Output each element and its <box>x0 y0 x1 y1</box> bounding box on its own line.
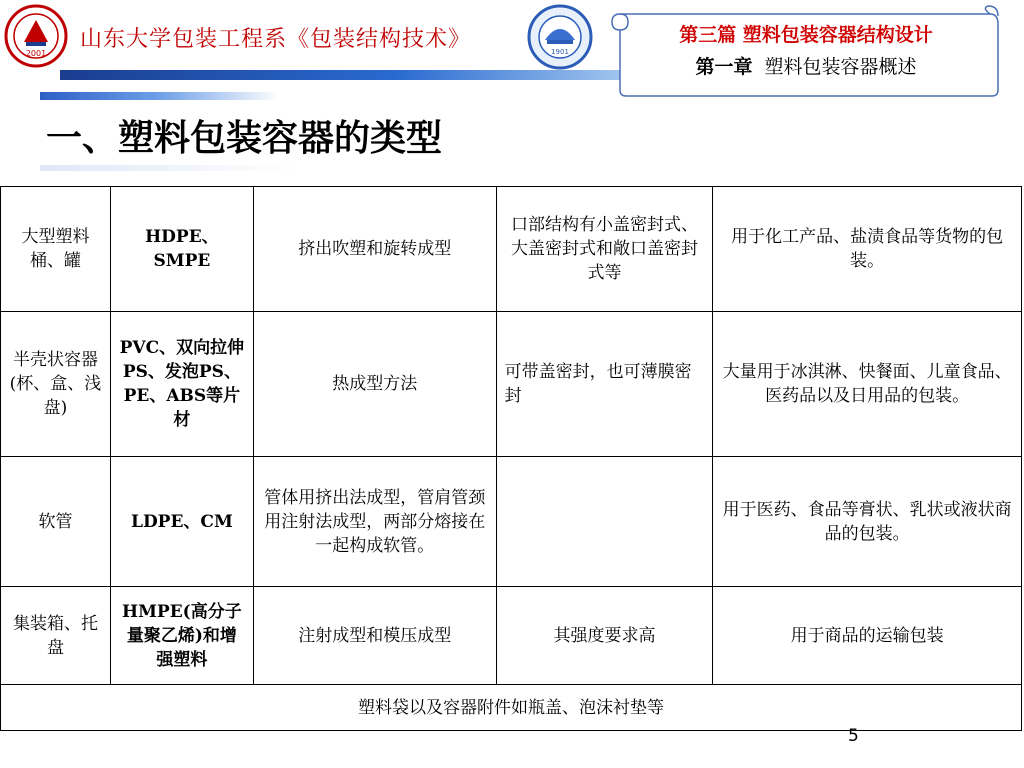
chapter-title: 塑料包装容器概述 <box>764 56 917 78</box>
feature-cell: 口部结构有小盖密封式、大盖密封式和敞口盖密封式等 <box>496 187 713 312</box>
process-cell: 热成型方法 <box>253 312 496 457</box>
usage-cell: 用于商品的运输包装 <box>713 587 1022 685</box>
type-cell: 软管 <box>1 457 111 587</box>
usage-cell: 用于化工产品、盐渍食品等货物的包装。 <box>713 187 1022 312</box>
header-divider-bar <box>60 70 620 80</box>
type-cell: 大型塑料桶、罐 <box>1 187 111 312</box>
material-cell: HDPE、SMPE <box>110 187 253 312</box>
container-types-table <box>0 186 1022 731</box>
chapter-heading <box>626 52 986 79</box>
title-underline <box>40 165 300 171</box>
process-cell: 挤出吹塑和旋转成型 <box>253 187 496 312</box>
feature-cell: 其强度要求高 <box>496 587 713 685</box>
table-row <box>1 587 1022 685</box>
usage-cell: 用于医药、食品等膏状、乳状或液状商品的包装。 <box>713 457 1022 587</box>
usage-cell: 大量用于冰淇淋、快餐面、儿童食品、医药品以及日用品的包装。 <box>713 312 1022 457</box>
svg-text:2001: 2001 <box>25 49 47 58</box>
type-cell: 半壳状容器(杯、盒、浅盘) <box>1 312 111 457</box>
feature-cell: 可带盖密封，也可薄膜密封 <box>496 312 713 457</box>
process-cell: 注射成型和模压成型 <box>253 587 496 685</box>
page-number: 5 <box>848 726 859 746</box>
table-row <box>1 457 1022 587</box>
course-title: 山东大学包装工程系《包装结构技术》 <box>80 27 472 52</box>
university-seal-icon <box>527 4 593 70</box>
process-cell: 管体用挤出法成型，管肩管颈用注射法成型，两部分熔接在一起构成软管。 <box>253 457 496 587</box>
part-title: 第三篇 塑料包装容器结构设计 <box>679 24 933 46</box>
svg-text:1901: 1901 <box>551 48 569 56</box>
title-accent-bar <box>40 92 280 100</box>
chapter-label: 第一章 <box>695 56 753 78</box>
type-cell: 集装箱、托盘 <box>1 587 111 685</box>
slide-title: 一、塑料包装容器的类型 <box>46 118 443 159</box>
material-cell: LDPE、CM <box>110 457 253 587</box>
university-logo <box>4 4 68 68</box>
table-row <box>1 312 1022 457</box>
material-cell: HMPE(高分子量聚乙烯)和增强塑料 <box>110 587 253 685</box>
footer-cell: 塑料袋以及容器附件如瓶盖、泡沫衬垫等 <box>1 685 1022 731</box>
feature-cell <box>496 457 713 587</box>
material-cell: PVC、双向拉伸PS、发泡PS、PE、ABS等片材 <box>110 312 253 457</box>
table-footer-row <box>1 685 1022 731</box>
table-row <box>1 187 1022 312</box>
